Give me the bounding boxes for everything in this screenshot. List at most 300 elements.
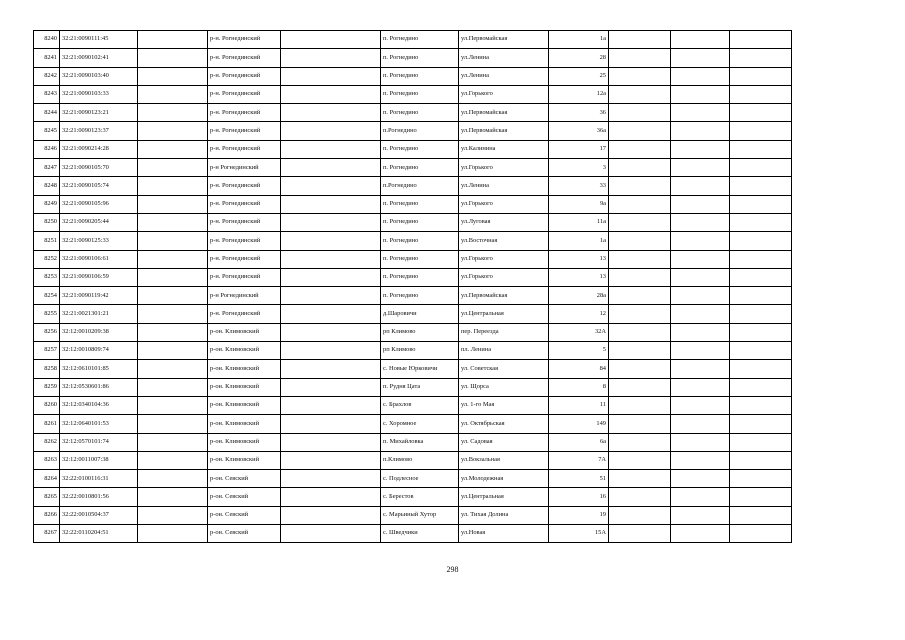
district-cell: р-н Рогнединский bbox=[208, 287, 281, 305]
locality-cell: п. Рогнедино bbox=[381, 250, 459, 268]
blank-cell bbox=[138, 49, 208, 67]
row-number: 8240 bbox=[34, 31, 60, 49]
blank-cell bbox=[671, 323, 730, 341]
blank-cell bbox=[730, 268, 792, 286]
blank-cell bbox=[281, 159, 381, 177]
blank-cell bbox=[281, 470, 381, 488]
blank-cell bbox=[730, 342, 792, 360]
blank-cell bbox=[609, 177, 671, 195]
blank-cell bbox=[730, 122, 792, 140]
blank-cell bbox=[281, 213, 381, 231]
house-number-cell: 3 bbox=[549, 159, 609, 177]
page-number: 298 bbox=[446, 565, 459, 574]
house-number-cell: 7А bbox=[549, 451, 609, 469]
blank-cell bbox=[281, 31, 381, 49]
blank-cell bbox=[281, 67, 381, 85]
blank-cell bbox=[281, 360, 381, 378]
house-number-cell: 36 bbox=[549, 104, 609, 122]
street-cell: ул.Ленина bbox=[459, 67, 549, 85]
street-cell: ул.Горького bbox=[459, 250, 549, 268]
blank-cell bbox=[671, 67, 730, 85]
cadastral-number: 32:22:0110204:51 bbox=[60, 525, 138, 543]
blank-cell bbox=[609, 470, 671, 488]
row-number: 8244 bbox=[34, 104, 60, 122]
blank-cell bbox=[609, 122, 671, 140]
district-cell: р-он. Климовский bbox=[208, 378, 281, 396]
district-cell: р-он. Севский bbox=[208, 488, 281, 506]
blank-cell bbox=[138, 232, 208, 250]
street-cell: ул. Советская bbox=[459, 360, 549, 378]
table-row bbox=[34, 323, 792, 341]
locality-cell: рп Климово bbox=[381, 323, 459, 341]
house-number-cell: 13 bbox=[549, 250, 609, 268]
blank-cell bbox=[609, 232, 671, 250]
blank-cell bbox=[138, 488, 208, 506]
cadastral-number: 32:21:0090123:21 bbox=[60, 104, 138, 122]
blank-cell bbox=[730, 433, 792, 451]
street-cell: ул.Новая bbox=[459, 525, 549, 543]
locality-cell: п. Рогнедино bbox=[381, 49, 459, 67]
row-number: 8246 bbox=[34, 140, 60, 158]
row-number: 8263 bbox=[34, 451, 60, 469]
blank-cell bbox=[281, 104, 381, 122]
district-cell: р-он. Севский bbox=[208, 525, 281, 543]
district-cell: р-н. Рогнединский bbox=[208, 305, 281, 323]
row-number: 8259 bbox=[34, 378, 60, 396]
street-cell: ул.Луговая bbox=[459, 213, 549, 231]
house-number-cell: 19 bbox=[549, 506, 609, 524]
blank-cell bbox=[609, 140, 671, 158]
cadastral-number: 32:22:0010504:37 bbox=[60, 506, 138, 524]
blank-cell bbox=[671, 85, 730, 103]
locality-cell: с. Марьиный Хутор bbox=[381, 506, 459, 524]
house-number-cell: 9а bbox=[549, 195, 609, 213]
table-row bbox=[34, 159, 792, 177]
locality-cell: п. Рогнедино bbox=[381, 232, 459, 250]
locality-cell: д.Шаровичи bbox=[381, 305, 459, 323]
house-number-cell: 25 bbox=[549, 67, 609, 85]
street-cell: ул.Калинина bbox=[459, 140, 549, 158]
blank-cell bbox=[609, 488, 671, 506]
street-cell: ул.Горького bbox=[459, 268, 549, 286]
blank-cell bbox=[281, 415, 381, 433]
district-cell: р-н. Рогнединский bbox=[208, 49, 281, 67]
blank-cell bbox=[138, 159, 208, 177]
house-number-cell: 13 bbox=[549, 268, 609, 286]
blank-cell bbox=[281, 122, 381, 140]
blank-cell bbox=[730, 287, 792, 305]
table-row bbox=[34, 378, 792, 396]
blank-cell bbox=[609, 378, 671, 396]
table-row bbox=[34, 342, 792, 360]
street-cell: ул.Первомайская bbox=[459, 287, 549, 305]
table-row bbox=[34, 67, 792, 85]
blank-cell bbox=[609, 323, 671, 341]
cadastral-number: 32:21:0090214:28 bbox=[60, 140, 138, 158]
locality-cell: п. Рогнедино bbox=[381, 31, 459, 49]
blank-cell bbox=[281, 451, 381, 469]
table-row bbox=[34, 396, 792, 414]
row-number: 8251 bbox=[34, 232, 60, 250]
house-number-cell: 5 bbox=[549, 342, 609, 360]
house-number-cell: 8 bbox=[549, 378, 609, 396]
cadastral-number: 32:21:0090106:61 bbox=[60, 250, 138, 268]
blank-cell bbox=[281, 378, 381, 396]
blank-cell bbox=[138, 213, 208, 231]
district-cell: р-он. Климовский bbox=[208, 433, 281, 451]
cadastral-number: 32:21:0090205:44 bbox=[60, 213, 138, 231]
blank-cell bbox=[138, 342, 208, 360]
house-number-cell: 36а bbox=[549, 122, 609, 140]
house-number-cell: 1а bbox=[549, 31, 609, 49]
blank-cell bbox=[671, 396, 730, 414]
cadastral-number: 32:21:0021301:21 bbox=[60, 305, 138, 323]
blank-cell bbox=[609, 213, 671, 231]
blank-cell bbox=[730, 159, 792, 177]
blank-cell bbox=[281, 525, 381, 543]
district-cell: р-он. Севский bbox=[208, 470, 281, 488]
house-number-cell: 11 bbox=[549, 396, 609, 414]
house-number-cell: 32А bbox=[549, 323, 609, 341]
cadastral-number: 32:12:0010809:74 bbox=[60, 342, 138, 360]
street-cell: ул.Центральная bbox=[459, 488, 549, 506]
district-cell: р-он. Севский bbox=[208, 506, 281, 524]
house-number-cell: 28а bbox=[549, 287, 609, 305]
blank-cell bbox=[730, 415, 792, 433]
street-cell: ул. Октябрьская bbox=[459, 415, 549, 433]
cadastral-number: 32:12:0570101:74 bbox=[60, 433, 138, 451]
blank-cell bbox=[671, 104, 730, 122]
district-cell: р-он. Климовский bbox=[208, 360, 281, 378]
blank-cell bbox=[609, 506, 671, 524]
district-cell: р-он. Климовский bbox=[208, 415, 281, 433]
locality-cell: п. Рогнедино bbox=[381, 140, 459, 158]
blank-cell bbox=[281, 140, 381, 158]
locality-cell: п. Рудня Цата bbox=[381, 378, 459, 396]
row-number: 8257 bbox=[34, 342, 60, 360]
blank-cell bbox=[281, 268, 381, 286]
cadastral-number: 32:12:0640101:53 bbox=[60, 415, 138, 433]
blank-cell bbox=[609, 433, 671, 451]
blank-cell bbox=[671, 525, 730, 543]
street-cell: ул. Садовая bbox=[459, 433, 549, 451]
blank-cell bbox=[730, 305, 792, 323]
house-number-cell: 17 bbox=[549, 140, 609, 158]
blank-cell bbox=[730, 323, 792, 341]
blank-cell bbox=[671, 378, 730, 396]
table-row bbox=[34, 195, 792, 213]
street-cell: ул.Первомайская bbox=[459, 104, 549, 122]
blank-cell bbox=[281, 49, 381, 67]
locality-cell: п. Рогнедино bbox=[381, 195, 459, 213]
blank-cell bbox=[671, 232, 730, 250]
blank-cell bbox=[671, 305, 730, 323]
blank-cell bbox=[138, 287, 208, 305]
street-cell: ул.Горького bbox=[459, 195, 549, 213]
blank-cell bbox=[730, 213, 792, 231]
table-row bbox=[34, 213, 792, 231]
house-number-cell: 149 bbox=[549, 415, 609, 433]
blank-cell bbox=[138, 195, 208, 213]
table-row bbox=[34, 31, 792, 49]
table-row bbox=[34, 451, 792, 469]
blank-cell bbox=[730, 378, 792, 396]
blank-cell bbox=[730, 506, 792, 524]
locality-cell: п. Рогнедино bbox=[381, 104, 459, 122]
row-number: 8249 bbox=[34, 195, 60, 213]
blank-cell bbox=[671, 433, 730, 451]
blank-cell bbox=[138, 433, 208, 451]
blank-cell bbox=[138, 305, 208, 323]
cadastral-number: 32:21:0090102:41 bbox=[60, 49, 138, 67]
blank-cell bbox=[281, 433, 381, 451]
row-number: 8264 bbox=[34, 470, 60, 488]
locality-cell: п.Рогнедино bbox=[381, 177, 459, 195]
locality-cell: с. Подлесное bbox=[381, 470, 459, 488]
cadastral-number: 32:12:0610101:85 bbox=[60, 360, 138, 378]
blank-cell bbox=[138, 177, 208, 195]
locality-cell: рп Климово bbox=[381, 342, 459, 360]
table-row bbox=[34, 305, 792, 323]
blank-cell bbox=[138, 268, 208, 286]
locality-cell: с. Хоромное bbox=[381, 415, 459, 433]
cadastral-number: 32:21:0090111:45 bbox=[60, 31, 138, 49]
blank-cell bbox=[609, 49, 671, 67]
table-row bbox=[34, 177, 792, 195]
house-number-cell: 1а bbox=[549, 232, 609, 250]
table-row bbox=[34, 122, 792, 140]
district-cell: р-н. Рогнединский bbox=[208, 250, 281, 268]
row-number: 8267 bbox=[34, 525, 60, 543]
locality-cell: п. Рогнедино bbox=[381, 213, 459, 231]
cadastral-number: 32:21:0090105:96 bbox=[60, 195, 138, 213]
table-row bbox=[34, 470, 792, 488]
table-row bbox=[34, 104, 792, 122]
district-cell: р-н. Рогнединский bbox=[208, 122, 281, 140]
blank-cell bbox=[730, 67, 792, 85]
blank-cell bbox=[138, 378, 208, 396]
street-cell: пер. Переезда bbox=[459, 323, 549, 341]
blank-cell bbox=[609, 342, 671, 360]
blank-cell bbox=[671, 159, 730, 177]
blank-cell bbox=[138, 85, 208, 103]
blank-cell bbox=[671, 342, 730, 360]
table-row bbox=[34, 525, 792, 543]
table-row bbox=[34, 488, 792, 506]
row-number: 8242 bbox=[34, 67, 60, 85]
blank-cell bbox=[671, 31, 730, 49]
blank-cell bbox=[730, 360, 792, 378]
cadastral-number: 32:21:0090119:42 bbox=[60, 287, 138, 305]
district-cell: р-н. Рогнединский bbox=[208, 195, 281, 213]
district-cell: р-н. Рогнединский bbox=[208, 140, 281, 158]
row-number: 8261 bbox=[34, 415, 60, 433]
district-cell: р-он. Климовский bbox=[208, 342, 281, 360]
blank-cell bbox=[138, 323, 208, 341]
locality-cell: п.Рогнедино bbox=[381, 122, 459, 140]
cadastral-number: 32:22:0010801:56 bbox=[60, 488, 138, 506]
blank-cell bbox=[138, 67, 208, 85]
row-number: 8254 bbox=[34, 287, 60, 305]
table-row bbox=[34, 506, 792, 524]
blank-cell bbox=[730, 31, 792, 49]
table-body bbox=[34, 31, 792, 543]
row-number: 8243 bbox=[34, 85, 60, 103]
table-row bbox=[34, 360, 792, 378]
cadastral-number: 32:21:0090103:33 bbox=[60, 85, 138, 103]
locality-cell: п. Рогнедино bbox=[381, 85, 459, 103]
locality-cell: п.Климово bbox=[381, 451, 459, 469]
locality-cell: с. Новые Юрковичи bbox=[381, 360, 459, 378]
row-number: 8241 bbox=[34, 49, 60, 67]
row-number: 8250 bbox=[34, 213, 60, 231]
street-cell: ул. Щорса bbox=[459, 378, 549, 396]
house-number-cell: 15А bbox=[549, 525, 609, 543]
row-number: 8258 bbox=[34, 360, 60, 378]
house-number-cell: 6а bbox=[549, 433, 609, 451]
street-cell: ул. Тихая Долина bbox=[459, 506, 549, 524]
blank-cell bbox=[281, 232, 381, 250]
blank-cell bbox=[671, 268, 730, 286]
blank-cell bbox=[730, 140, 792, 158]
district-cell: р-н. Рогнединский bbox=[208, 67, 281, 85]
blank-cell bbox=[609, 67, 671, 85]
district-cell: р-н. Рогнединский bbox=[208, 213, 281, 231]
street-cell: ул.Молодежная bbox=[459, 470, 549, 488]
cadastral-number: 32:21:0090105:70 bbox=[60, 159, 138, 177]
blank-cell bbox=[609, 305, 671, 323]
street-cell: ул.Вокзальная bbox=[459, 451, 549, 469]
table-row bbox=[34, 85, 792, 103]
blank-cell bbox=[609, 360, 671, 378]
blank-cell bbox=[730, 488, 792, 506]
blank-cell bbox=[138, 31, 208, 49]
blank-cell bbox=[281, 85, 381, 103]
house-number-cell: 33 bbox=[549, 177, 609, 195]
house-number-cell: 12 bbox=[549, 305, 609, 323]
blank-cell bbox=[730, 177, 792, 195]
blank-cell bbox=[281, 323, 381, 341]
blank-cell bbox=[730, 451, 792, 469]
street-cell: ул.Ленина bbox=[459, 49, 549, 67]
district-cell: р-н. Рогнединский bbox=[208, 104, 281, 122]
blank-cell bbox=[281, 177, 381, 195]
table-row bbox=[34, 415, 792, 433]
blank-cell bbox=[671, 177, 730, 195]
blank-cell bbox=[138, 525, 208, 543]
street-cell: ул.Ленина bbox=[459, 177, 549, 195]
street-cell: ул. 1-го Мая bbox=[459, 396, 549, 414]
blank-cell bbox=[730, 232, 792, 250]
blank-cell bbox=[671, 49, 730, 67]
district-cell: р-он. Климовский bbox=[208, 451, 281, 469]
blank-cell bbox=[138, 140, 208, 158]
blank-cell bbox=[138, 415, 208, 433]
district-cell: р-н Рогнединский bbox=[208, 159, 281, 177]
cadastral-number: 32:12:0011007:38 bbox=[60, 451, 138, 469]
blank-cell bbox=[671, 470, 730, 488]
locality-cell: п. Рогнедино bbox=[381, 268, 459, 286]
table-row bbox=[34, 232, 792, 250]
blank-cell bbox=[138, 104, 208, 122]
house-number-cell: 11а bbox=[549, 213, 609, 231]
blank-cell bbox=[609, 287, 671, 305]
blank-cell bbox=[609, 195, 671, 213]
blank-cell bbox=[281, 506, 381, 524]
street-cell: ул.Первомайская bbox=[459, 122, 549, 140]
property-register-table bbox=[33, 30, 792, 543]
blank-cell bbox=[138, 470, 208, 488]
blank-cell bbox=[671, 122, 730, 140]
house-number-cell: 84 bbox=[549, 360, 609, 378]
blank-cell bbox=[609, 250, 671, 268]
blank-cell bbox=[609, 525, 671, 543]
cadastral-number: 32:21:0090105:74 bbox=[60, 177, 138, 195]
locality-cell: с. Брахлов bbox=[381, 396, 459, 414]
row-number: 8253 bbox=[34, 268, 60, 286]
district-cell: р-н. Рогнединский bbox=[208, 85, 281, 103]
table-row bbox=[34, 49, 792, 67]
table-row bbox=[34, 140, 792, 158]
row-number: 8265 bbox=[34, 488, 60, 506]
house-number-cell: 51 bbox=[549, 470, 609, 488]
blank-cell bbox=[609, 415, 671, 433]
district-cell: р-н. Рогнединский bbox=[208, 177, 281, 195]
district-cell: р-он. Климовский bbox=[208, 323, 281, 341]
house-number-cell: 12а bbox=[549, 85, 609, 103]
table-row bbox=[34, 287, 792, 305]
row-number: 8255 bbox=[34, 305, 60, 323]
blank-cell bbox=[671, 213, 730, 231]
blank-cell bbox=[671, 250, 730, 268]
blank-cell bbox=[138, 250, 208, 268]
house-number-cell: 28 bbox=[549, 49, 609, 67]
cadastral-number: 32:21:0090106:59 bbox=[60, 268, 138, 286]
cadastral-number: 32:12:0010209:38 bbox=[60, 323, 138, 341]
cadastral-number: 32:12:0340104:36 bbox=[60, 396, 138, 414]
blank-cell bbox=[609, 31, 671, 49]
blank-cell bbox=[730, 250, 792, 268]
blank-cell bbox=[281, 342, 381, 360]
cadastral-number: 32:22:0100116:31 bbox=[60, 470, 138, 488]
blank-cell bbox=[281, 250, 381, 268]
blank-cell bbox=[671, 360, 730, 378]
blank-cell bbox=[609, 85, 671, 103]
row-number: 8260 bbox=[34, 396, 60, 414]
blank-cell bbox=[671, 415, 730, 433]
street-cell: ул.Горького bbox=[459, 159, 549, 177]
table-row bbox=[34, 433, 792, 451]
blank-cell bbox=[281, 305, 381, 323]
cadastral-number: 32:12:0530601:86 bbox=[60, 378, 138, 396]
street-cell: ул.Восточная bbox=[459, 232, 549, 250]
cadastral-number: 32:21:0090125:33 bbox=[60, 232, 138, 250]
locality-cell: п. Рогнедино bbox=[381, 287, 459, 305]
row-number: 8245 bbox=[34, 122, 60, 140]
blank-cell bbox=[609, 104, 671, 122]
locality-cell: с. Шведчики bbox=[381, 525, 459, 543]
house-number-cell: 16 bbox=[549, 488, 609, 506]
district-cell: р-н. Рогнединский bbox=[208, 268, 281, 286]
blank-cell bbox=[281, 195, 381, 213]
blank-cell bbox=[671, 451, 730, 469]
row-number: 8247 bbox=[34, 159, 60, 177]
district-cell: р-он. Климовский bbox=[208, 396, 281, 414]
street-cell: пл. Ленина bbox=[459, 342, 549, 360]
cadastral-number: 32:21:0090123:37 bbox=[60, 122, 138, 140]
blank-cell bbox=[609, 396, 671, 414]
blank-cell bbox=[609, 451, 671, 469]
